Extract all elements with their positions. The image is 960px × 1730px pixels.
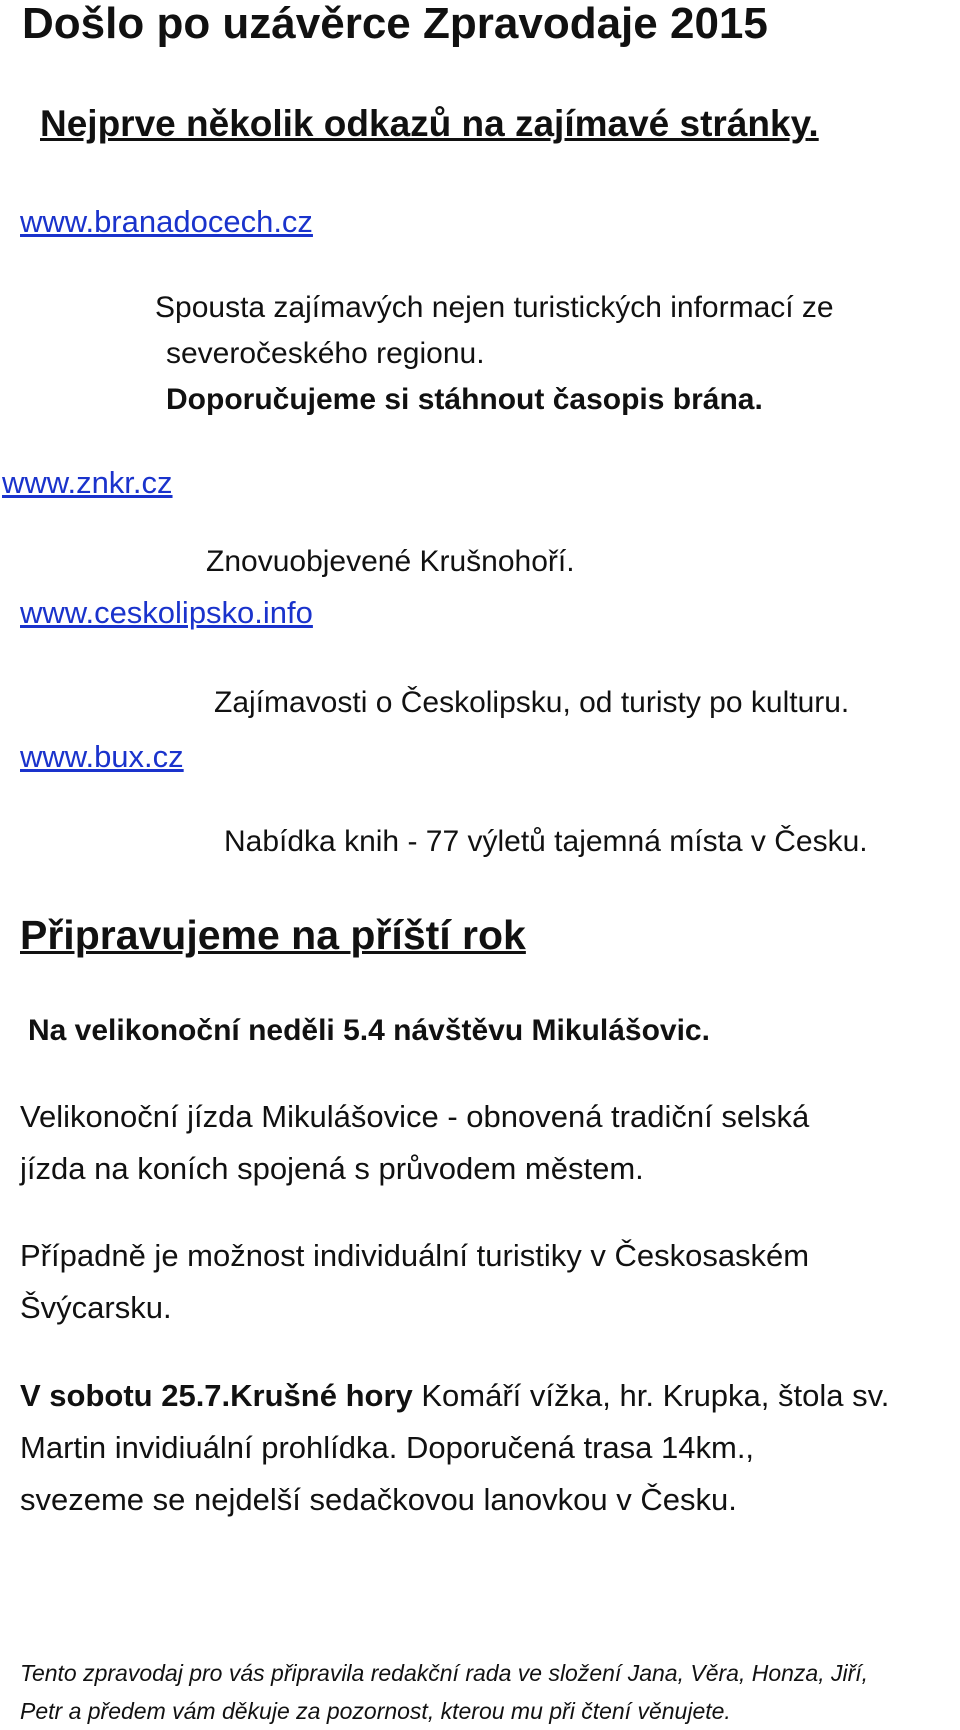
link-branadocech-desc-line1: Spousta zajímavých nejen turistických informací ze	[155, 291, 834, 324]
links-subtitle-text: Nejprve několik odkazů na zajímavé stránky	[40, 103, 809, 144]
link-znkr-desc: Znovuobjevené Krušnohoří.	[206, 545, 575, 578]
link-branadocech[interactable]: www.branadocech.cz	[20, 204, 313, 239]
footer-note	[20, 1654, 940, 1730]
july-trip-date: V sobotu 25.7.Krušné hory	[20, 1378, 413, 1413]
july-trip-line1	[20, 1370, 889, 1422]
link-branadocech-recommendation: Doporučujeme si stáhnout časopis brána.	[166, 383, 763, 416]
link-bux[interactable]: www.bux.cz	[20, 739, 184, 774]
link-ceskolipsko-desc: Zajímavosti o Českolipsku, od turisty po kulturu.	[214, 686, 850, 719]
easter-text-line2: jízda na koních spojená s průvodem městem.	[20, 1151, 644, 1186]
link-bux-desc: Nabídka knih - 77 výletů tajemná místa v Česku.	[224, 825, 868, 858]
link-ceskolipsko[interactable]: www.ceskolipsko.info	[20, 595, 313, 630]
links-subtitle: Nejprve několik odkazů na zajímavé stránky.	[40, 103, 819, 144]
july-trip-places: Komáří vížka, hr. Krupka, štola sv.	[412, 1378, 890, 1413]
alternative-text-line1: Případně je možnost individuální turistiky v Českosaském	[20, 1238, 810, 1273]
upcoming-heading: Připravujeme na příští rok	[20, 912, 526, 958]
july-trip-line2: Martin invidiuální prohlídka. Doporučená trasa 14km.,	[20, 1430, 755, 1465]
page-title: Došlo po uzávěrce Zpravodaje 2015	[22, 0, 768, 48]
link-branadocech-desc-line2: severočeského regionu.	[166, 337, 485, 370]
link-znkr[interactable]: www.znkr.cz	[2, 465, 173, 500]
footer-line2: Petr a předem vám děkuje za pozornost, kterou mu při čtení věnujete.	[20, 1698, 731, 1724]
easter-text-line1: Velikonoční jízda Mikulášovice - obnovená tradiční selská	[20, 1099, 810, 1134]
easter-heading: Na velikonoční neděli 5.4 návštěvu Mikulášovic.	[28, 1014, 710, 1047]
alternative-text-line2: Švýcarsku.	[20, 1290, 172, 1325]
footer-line1: Tento zpravodaj pro vás připravila redakční rada ve složení Jana, Věra, Honza, Jiří,	[20, 1660, 869, 1686]
july-trip-line3: svezeme se nejdelší sedačkovou lanovkou v Česku.	[20, 1482, 737, 1517]
